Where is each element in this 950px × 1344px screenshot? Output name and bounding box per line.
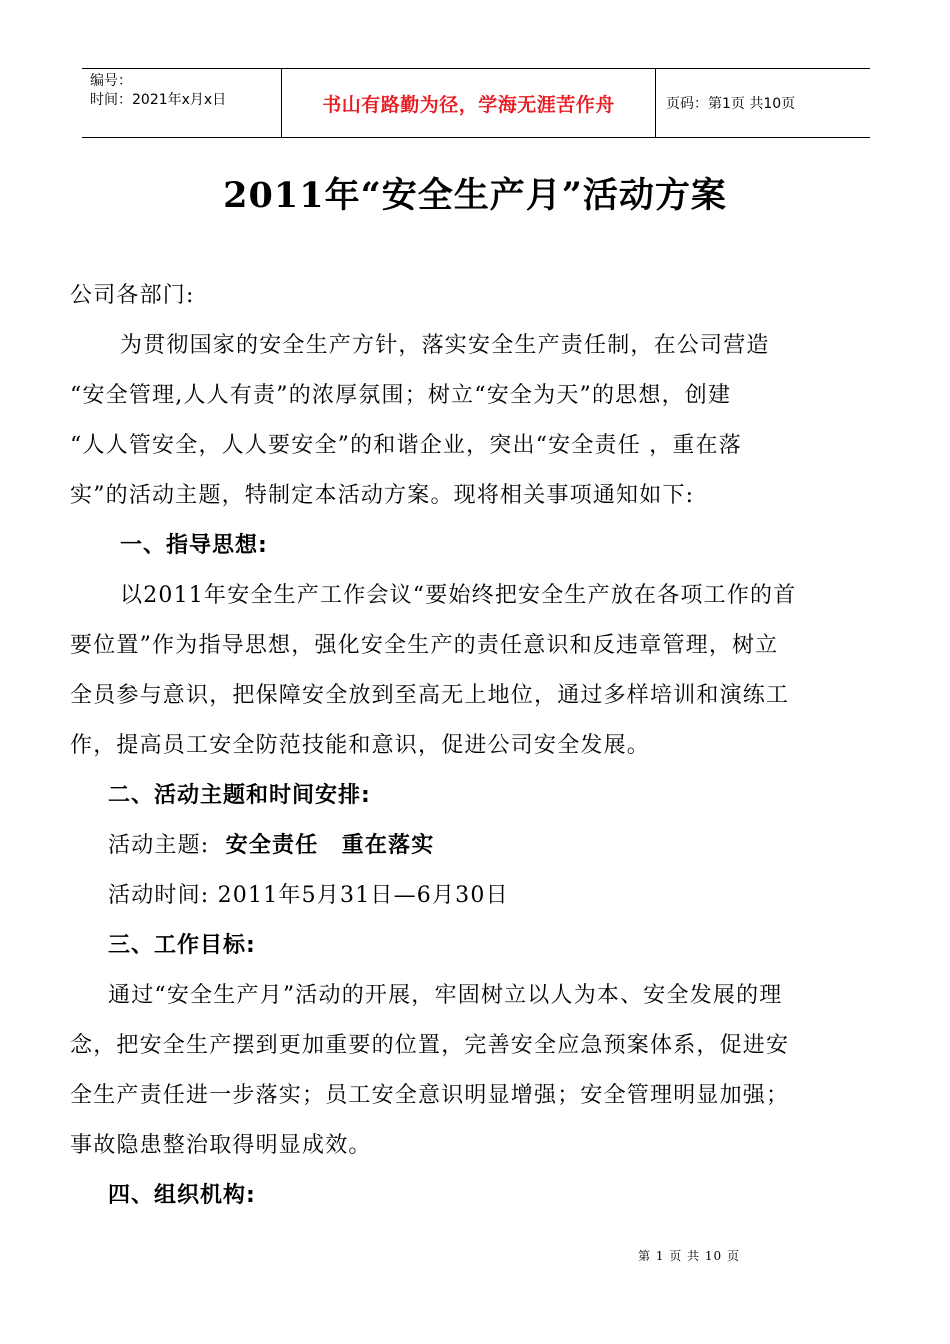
document-number: 编号： xyxy=(90,73,132,89)
section1-line-1: 以2011年安全生产工作会议“要始终把安全生产放在各项工作的首 xyxy=(120,583,797,608)
motto-text: 书山有路勤为径，学海无涯苦作舟 xyxy=(322,93,615,116)
header-meta-cell xyxy=(82,69,282,137)
header-page-cell xyxy=(656,69,870,137)
section-heading-1: 一、指导思想: xyxy=(120,533,268,558)
document-header xyxy=(82,68,870,138)
section-heading-3: 三、工作目标: xyxy=(108,933,256,958)
header-motto-cell xyxy=(282,69,656,137)
document-date: 时间：2021年x月x日 xyxy=(90,92,227,108)
document-title: 2011年“安全生产月”活动方案 xyxy=(223,175,727,216)
section3-line-1: 通过“安全生产月”活动的开展，牢固树立以人为本、安全发展的理 xyxy=(108,983,783,1008)
theme-label: 活动主题: xyxy=(108,833,210,858)
section-heading-4: 四、组织机构: xyxy=(108,1183,256,1208)
intro-line-1: 为贯彻国家的安全生产方针，落实安全生产责任制，在公司营造 xyxy=(120,333,770,358)
section3-line-4: 事故隐患整治取得明显成效。 xyxy=(70,1133,372,1158)
intro-line-3: “人人管安全，人人要安全”的和谐企业，突出“安全责任 ，重在落 xyxy=(70,433,742,458)
section1-line-4: 作，提高员工安全防范技能和意识，促进公司安全发展。 xyxy=(70,733,651,758)
intro-line-4: 实”的活动主题，特制定本活动方案。现将相关事项通知如下: xyxy=(70,483,695,508)
time-line: 活动时间: 2011年5月31日—6月30日 xyxy=(108,883,509,908)
salutation: 公司各部门: xyxy=(70,283,195,308)
section1-line-3: 全员参与意识，把保障安全放到至高无上地位，通过多样培训和演练工 xyxy=(70,683,790,708)
theme-value: 安全责任 重在落实 xyxy=(225,833,435,858)
intro-line-2: “安全管理,人人有责”的浓厚氛围；树立“安全为天”的思想，创建 xyxy=(70,383,732,408)
theme-line xyxy=(108,828,434,859)
section3-line-3: 全生产责任进一步落实；员工安全意识明显增强；安全管理明显加强； xyxy=(70,1083,790,1108)
section-heading-2: 二、活动主题和时间安排: xyxy=(108,783,371,808)
page-info: 页码：第1页 共10页 xyxy=(666,96,796,112)
page-footer: 第 1 页 共 10 页 xyxy=(638,1249,740,1263)
section3-line-2: 念，把安全生产摆到更加重要的位置，完善安全应急预案体系，促进安 xyxy=(70,1033,790,1058)
section1-line-2: 要位置”作为指导思想，强化安全生产的责任意识和反违章管理，树立 xyxy=(70,633,779,658)
